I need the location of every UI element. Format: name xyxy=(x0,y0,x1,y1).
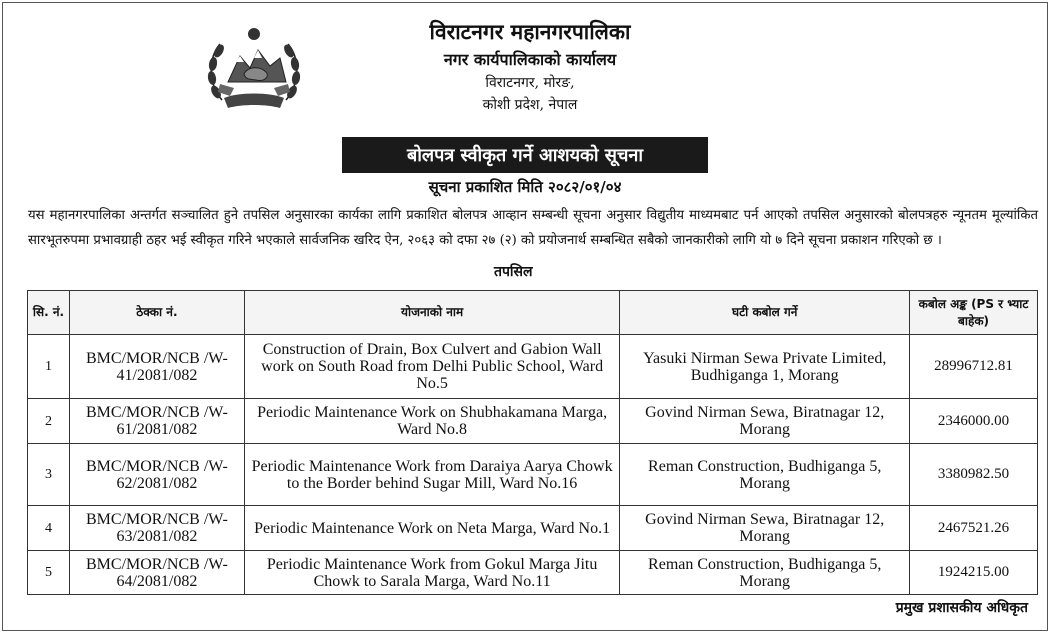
cell-project-name: Periodic Maintenance Work on Neta Marga, Ward No.1 xyxy=(244,506,620,551)
cell-amount: 3380982.50 xyxy=(910,444,1038,506)
cell-amount: 2346000.00 xyxy=(910,399,1038,444)
cell-sn: 3 xyxy=(28,444,70,506)
cell-bidder: Govind Nirman Sewa, Biratnagar 12, Morang xyxy=(620,506,910,551)
cell-contract-no: BMC/MOR/NCB /W-62/2081/082 xyxy=(69,444,244,506)
cell-contract-no: BMC/MOR/NCB /W-63/2081/082 xyxy=(69,506,244,551)
cell-sn: 1 xyxy=(28,335,70,399)
address-line-1: विराटनगर, मोरङ, xyxy=(485,75,575,91)
col-header-amount: कबोल अङ्क (PS र भ्याट बाहेक) xyxy=(910,291,1038,335)
cell-sn: 4 xyxy=(28,506,70,551)
bid-table xyxy=(27,290,1038,595)
cell-contract-no: BMC/MOR/NCB /W-64/2081/082 xyxy=(69,551,244,595)
cell-project-name: Construction of Drain, Box Culvert and Gabion Wall work on South Road from Delhi Public School, Ward No.5 xyxy=(244,335,620,399)
cell-project-name: Periodic Maintenance Work on Shubhakamana Marga, Ward No.8 xyxy=(244,399,620,444)
cell-bidder: Govind Nirman Sewa, Biratnagar 12, Morang xyxy=(620,399,910,444)
notice-title: बोलपत्र स्वीकृत गर्ने आशयको सूचना xyxy=(342,137,708,173)
nepal-emblem-icon xyxy=(200,22,308,118)
cell-bidder: Yasuki Nirman Sewa Private Limited, Budhiganga 1, Morang xyxy=(620,335,910,399)
col-header-project-name: योजनाको नाम xyxy=(244,291,620,335)
cell-sn: 2 xyxy=(28,399,70,444)
office-header xyxy=(340,16,720,116)
cell-sn: 5 xyxy=(28,551,70,595)
cell-amount: 28996712.81 xyxy=(910,335,1038,399)
cell-amount: 1924215.00 xyxy=(910,551,1038,595)
col-header-sn: सि. नं. xyxy=(28,291,70,335)
published-date: सूचना प्रकाशित मिति २०८२/०१/०४ xyxy=(428,178,622,196)
cell-project-name: Periodic Maintenance Work from Gokul Marga Jitu Chowk to Sarala Marga, Ward No.11 xyxy=(244,551,620,595)
cell-bidder: Reman Construction, Budhiganga 5, Morang xyxy=(620,444,910,506)
table-row xyxy=(28,444,1038,506)
intro-paragraph: यस महानगरपालिका अन्तर्गत सञ्चालित हुने तपसिल अनुसारका कार्यका लागि प्रकाशित बोलपत्र आव्हान सम्बन्धी सूचना अनुसार विद्युतीय माध्यमबाट पर्न आएको तपसिल अनुसारको बोलपत्रहरु न्यूनतम मूल्यांकित सारभूतरुपमा प्रभावग्राही ठहर भई स्वीकृत गरिने भएकाले सार्वजनिक खरिद ऐन, २०६३ को दफा २७ (२) को प्रयोजनार्थ सम्बन्धित सबैको जानकारीको लागि यो ७ दिने सूचना प्रकाशन गरिएको छ । xyxy=(28,208,1038,248)
table-row xyxy=(28,335,1038,399)
table-row xyxy=(28,506,1038,551)
cell-bidder: Reman Construction, Budhiganga 5, Morang xyxy=(620,551,910,595)
table-row xyxy=(28,399,1038,444)
col-header-bidder: घटी कबोल गर्ने xyxy=(620,291,910,335)
cell-amount: 2467521.26 xyxy=(910,506,1038,551)
address-line-2: कोशी प्रदेश, नेपाल xyxy=(482,97,578,113)
table-header-row xyxy=(28,291,1038,335)
signatory: प्रमुख प्रशासकीय अधिकृत xyxy=(895,600,1028,616)
details-label: तपसिल xyxy=(494,264,533,280)
org-name: विराटनगर महानगरपालिका xyxy=(429,19,631,44)
cell-contract-no: BMC/MOR/NCB /W-61/2081/082 xyxy=(69,399,244,444)
cell-contract-no: BMC/MOR/NCB /W-41/2081/082 xyxy=(69,335,244,399)
cell-project-name: Periodic Maintenance Work from Daraiya Aarya Chowk to the Border behind Sugar Mill, Ward No.16 xyxy=(244,444,620,506)
col-header-contract-no: ठेक्का नं. xyxy=(69,291,244,335)
office-name: नगर कार्यपालिकाको कार्यालय xyxy=(443,50,617,69)
table-row xyxy=(28,551,1038,595)
